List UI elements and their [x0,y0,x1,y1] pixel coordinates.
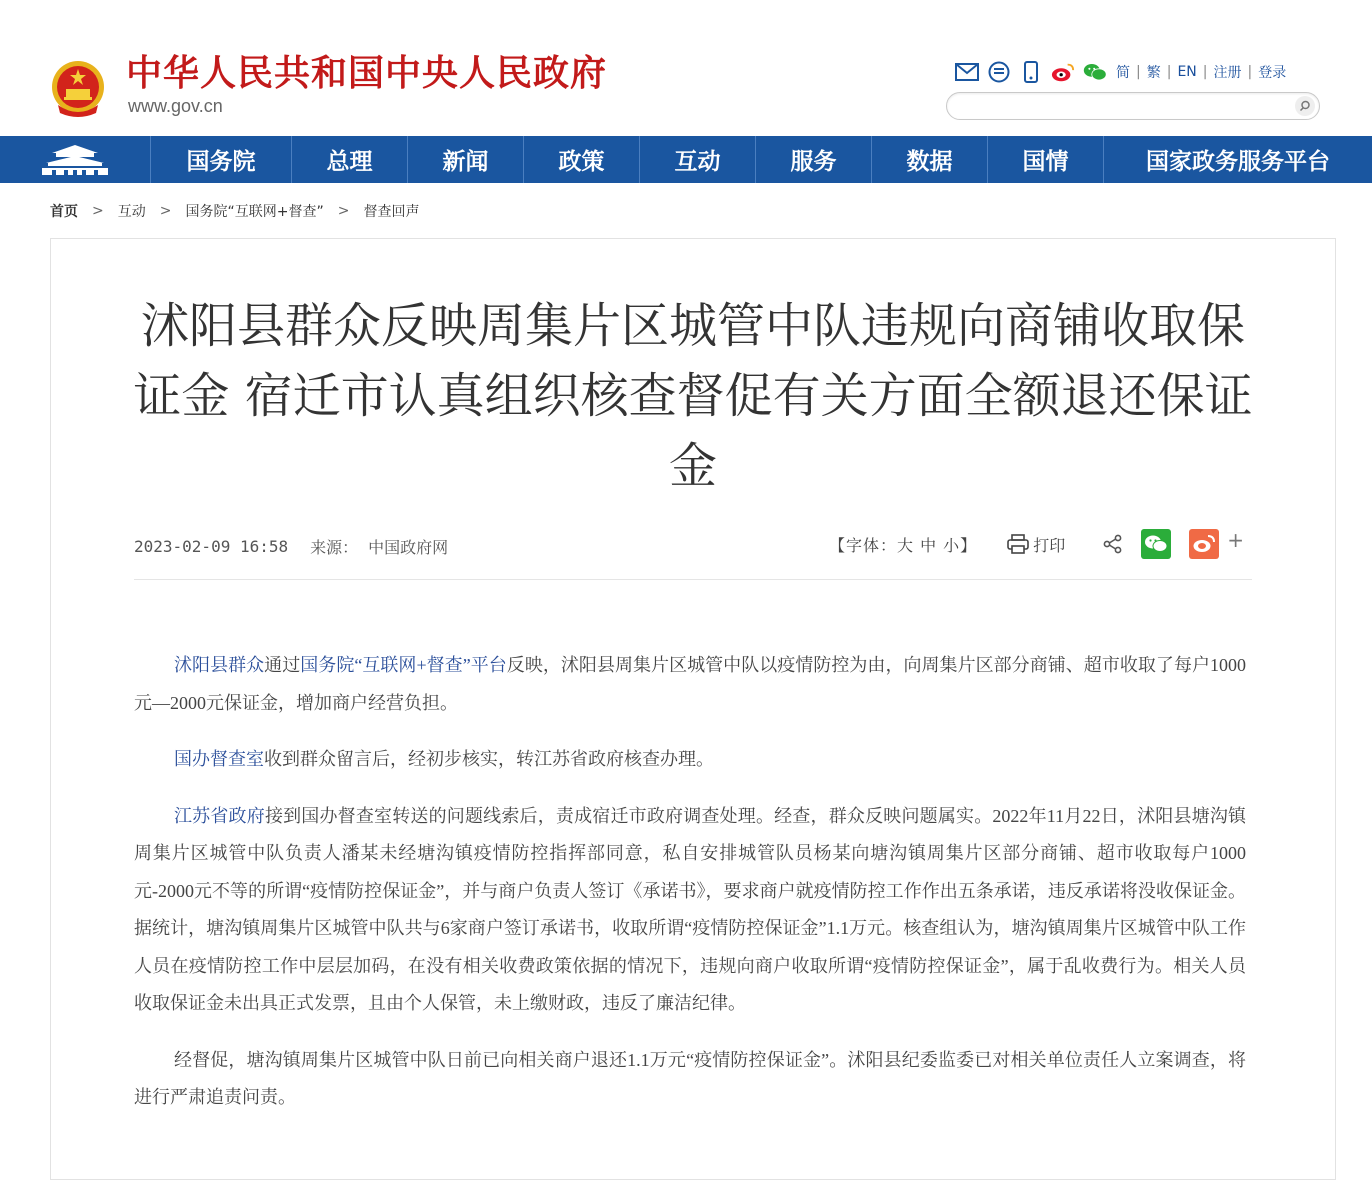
site-header [0,0,1372,136]
paragraph-text: 收到群众留言后，经初步核实，转江苏省政府核查办理。 [264,749,714,769]
meta-divider [134,579,1252,580]
search-button[interactable] [1295,96,1315,116]
mobile-icon[interactable] [1019,61,1043,83]
more-share-icon[interactable]: + [1227,528,1244,552]
top-icon-bar [955,60,1115,84]
article-card [50,238,1336,1180]
nav-item-service-platform[interactable]: 国家政务服务平台 [1146,149,1330,175]
paragraph-text: 接到国办督查室转送的问题线索后，责成宿迁市政府调查处理。经查，群众反映问题属实。2022年11月22日，沭阳县塘沟镇周集片区城管中队负责人潘某未经塘沟镇疫情防控指挥部同意，私自安排城管队员杨某向塘沟镇周集片区部分商铺、超市收取每户1000元-2000元不等的所谓“疫情防控保证金”，并与商户负责人签订《承诺书》，要求商户就疫情防控工作作出五条承诺，违反承诺将没收保证金。据统计，塘沟镇周集片区城管中队共与6家商户签订承诺书，收取所谓“疫情防控保证金”1.1万元。核查组认为，塘沟镇周集片区城管中队工作人员在疫情防控工作中层层加码，在没有相关收费政策依据的情况下，违规向商户收取所谓“疫情防控保证金”，属于乱收费行为。相关人员收取保证金未出具正式发票，且由个人保管，未上缴财政，违反了廉洁纪律。 [134,805,1246,1013]
site-url: www.gov.cn [128,96,223,116]
paragraph-text: 通过 [264,655,301,675]
nav-item-service[interactable]: 服务 [756,136,872,183]
inline-link[interactable]: 国务院“互联网+督查”平台 [300,655,507,675]
inline-link[interactable]: 国办督查室 [174,749,264,769]
site-title[interactable]: 中华人民共和国中央人民政府 [126,53,608,94]
paragraph [134,741,1246,779]
share-icon[interactable] [1103,534,1123,554]
nav-item-data[interactable]: 数据 [872,136,988,183]
main-nav [0,136,1372,183]
link-traditional[interactable]: 繁 [1146,65,1161,81]
inline-link[interactable]: 沭阳县群众 [174,655,265,675]
link-register[interactable]: 注册 [1213,65,1242,81]
breadcrumb [50,201,419,221]
article-meta [134,535,448,558]
national-emblem-icon[interactable] [50,57,106,119]
link-login[interactable]: 登录 [1258,65,1287,81]
nav-item-state-council[interactable]: 国务院 [151,136,292,183]
paragraph [134,647,1246,722]
weibo-icon[interactable] [1051,61,1075,83]
chevron-right-icon: > [337,203,350,219]
paragraph-text: 经督促，塘沟镇周集片区城管中队日前已向相关商户退还1.1万元“疫情防控保证金”。沭阳县纪委监委已对相关单位责任人立案调查，将进行严肃追责问责。 [134,1049,1246,1107]
paragraph [134,1042,1246,1117]
nav-item-news[interactable]: 新闻 [408,136,524,183]
chevron-right-icon: > [92,203,104,219]
article-tools [829,529,1244,559]
publish-date: 2023-02-09 16:58 [134,537,289,556]
print-button[interactable] [1007,533,1065,556]
top-links: 简 | 繁 | EN | 注册 | 登录 [1116,64,1287,81]
breadcrumb-home[interactable]: 首页 [50,204,78,220]
source-label: 来源： [310,538,359,557]
search-icon [1299,100,1311,112]
article-title: 沭阳县群众反映周集片区城管中队违规向商铺收取保证金 宿迁市认真组织核查督促有关方面全额退还保证金 [133,298,1253,494]
link-english[interactable]: EN [1177,64,1197,80]
printer-icon [1007,534,1029,554]
nav-item-premier[interactable]: 总理 [292,136,408,183]
breadcrumb-supervision-echo[interactable]: 督查回声 [363,204,420,220]
share-wechat-icon[interactable] [1141,529,1171,559]
breadcrumb-interaction[interactable]: 互动 [117,204,146,220]
search-input[interactable] [959,93,1293,119]
search-box [946,92,1320,120]
nav-item-policy[interactable]: 政策 [524,136,640,183]
inline-link[interactable]: 江苏省政府 [174,805,265,826]
paragraph [134,798,1246,1023]
breadcrumb-internet-supervision[interactable]: 国务院“互联网+督查” [185,204,324,220]
nav-item-national-info[interactable]: 国情 [988,136,1104,183]
font-size-selector[interactable]: 【字体：大 中 小】 [829,535,978,555]
tiananmen-icon [38,143,112,177]
paragraph-text: 反映，沭阳县周集片区城管中队以疫情防控为由，向周集片区部分商铺、超市收取了每户1000元—2000元保证金，增加商户经营负担。 [134,655,1247,713]
rss-icon[interactable] [987,61,1011,83]
nav-home[interactable] [0,136,151,183]
nav-item-interaction[interactable]: 互动 [640,136,756,183]
chevron-right-icon: > [159,203,172,219]
link-simplified[interactable]: 简 [1116,65,1130,81]
print-label: 打印 [1033,535,1066,555]
share-weibo-icon[interactable] [1189,529,1219,559]
wechat-icon[interactable] [1083,61,1107,83]
article-body [134,647,1246,1136]
mail-icon[interactable] [955,61,979,83]
source-name: 中国政府网 [368,538,449,557]
